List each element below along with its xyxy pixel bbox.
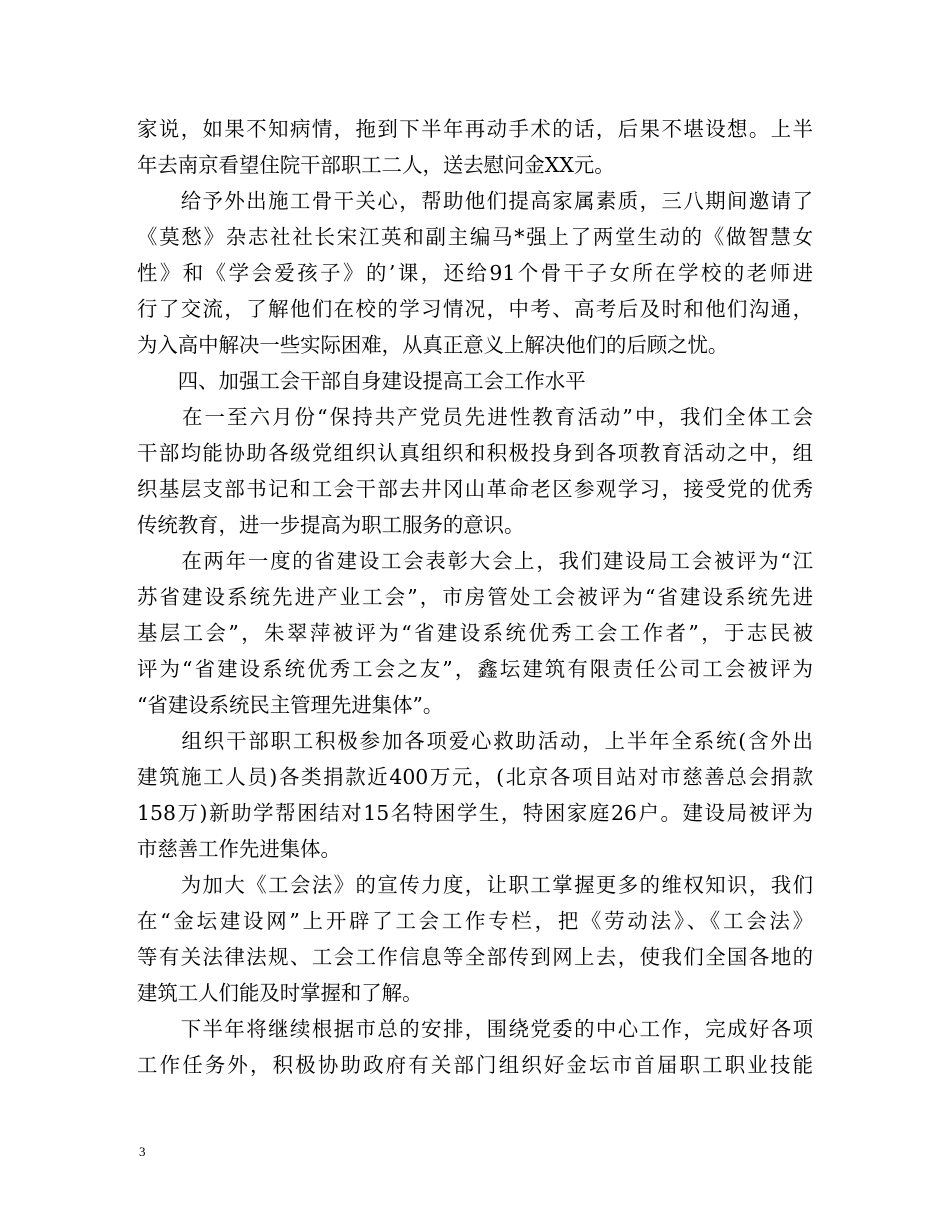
text-line: 评为“省建设系统优秀工会之友”，鑫坛建筑有限责任公司工会被评为 — [137, 657, 813, 681]
text-line: 在一至六月份“保持共产党员先进性教育活动”中，我们全体工会 — [137, 405, 813, 429]
text-line: 基层工会”，朱翠萍被评为“省建设系统优秀工会工作者”，于志民被 — [137, 621, 813, 645]
text-line: 等有关法律法规、工会工作信息等全部传到网上去，使我们全国各地的 — [137, 945, 813, 969]
text-line: 性》和《学会爱孩子》的’课，还给91个骨干子女所在学校的老师进 — [137, 261, 813, 285]
text-line: 在“金坛建设网”上开辟了工会工作专栏，把《劳动法》、《工会法》 — [137, 909, 813, 933]
text-line: 建筑工人们能及时掌握和了解。 — [137, 981, 423, 1005]
text-line: 下半年将继续根据市总的安排，围绕党委的中心工作，完成好各项 — [137, 1017, 813, 1041]
section-heading — [137, 363, 813, 399]
paragraph — [137, 867, 813, 1011]
text-line: 四、加强工会干部自身建设提高工会工作水平 — [137, 369, 586, 393]
text-line: 市慈善工作先进集体。 — [137, 837, 341, 861]
text-line: 行了交流，了解他们在校的学习情况，中考、高考后及时和他们沟通， — [137, 297, 813, 321]
paragraph — [137, 111, 813, 183]
text-line: 为入高中解决一些实际困难，从真正意义上解决他们的后顾之忧。 — [137, 333, 729, 357]
text-line: 在两年一度的省建设工会表彰大会上，我们建设局工会被评为“江 — [137, 549, 813, 573]
text-line: 干部均能协助各级党组织认真组织和积极投身到各项教育活动之中，组 — [137, 441, 813, 465]
text-line: 苏省建设系统先进产业工会”，市房管处工会被评为“省建设系统先进 — [137, 585, 813, 609]
text-line: 建筑施工人员)各类捐款近400万元，(北京各项目站对市慈善总会捐款 — [137, 765, 813, 789]
text-line: 给予外出施工骨干关心，帮助他们提高家属素质，三八期间邀请了 — [137, 189, 813, 213]
text-line: 织基层支部书记和工会干部去井冈山革命老区参观学习，接受党的优秀 — [137, 477, 813, 501]
text-line: 工作任务外，积极协助政府有关部门组织好金坛市首届职工职业技能 — [137, 1053, 813, 1077]
text-line: 158万)新助学帮困结对15名特困学生，特困家庭26户。建设局被评为 — [137, 801, 813, 825]
text-line: “省建设系统民主管理先进集体”。 — [137, 693, 444, 717]
text-line: 传统教育，进一步提高为职工服务的意识。 — [137, 513, 525, 537]
body-text — [137, 111, 813, 1083]
text-line: 《莫愁》杂志社社长宋江英和副主编马*强上了两堂生动的《做智慧女 — [137, 225, 813, 249]
paragraph — [137, 723, 813, 867]
text-line: 家说，如果不知病情，拖到下半年再动手术的话，后果不堪设想。上半 — [137, 117, 813, 141]
paragraph — [137, 543, 813, 723]
text-line: 年去南京看望住院干部职工二人，送去慰问金XX元。 — [137, 153, 615, 177]
text-line: 为加大《工会法》的宣传力度，让职工掌握更多的维权知识，我们 — [137, 873, 813, 897]
paragraph — [137, 399, 813, 543]
paragraph — [137, 183, 813, 363]
page-number: 3 — [139, 1144, 146, 1159]
text-line: 组织干部职工积极参加各项爱心救助活动，上半年全系统(含外出 — [137, 729, 813, 753]
paragraph — [137, 1011, 813, 1083]
